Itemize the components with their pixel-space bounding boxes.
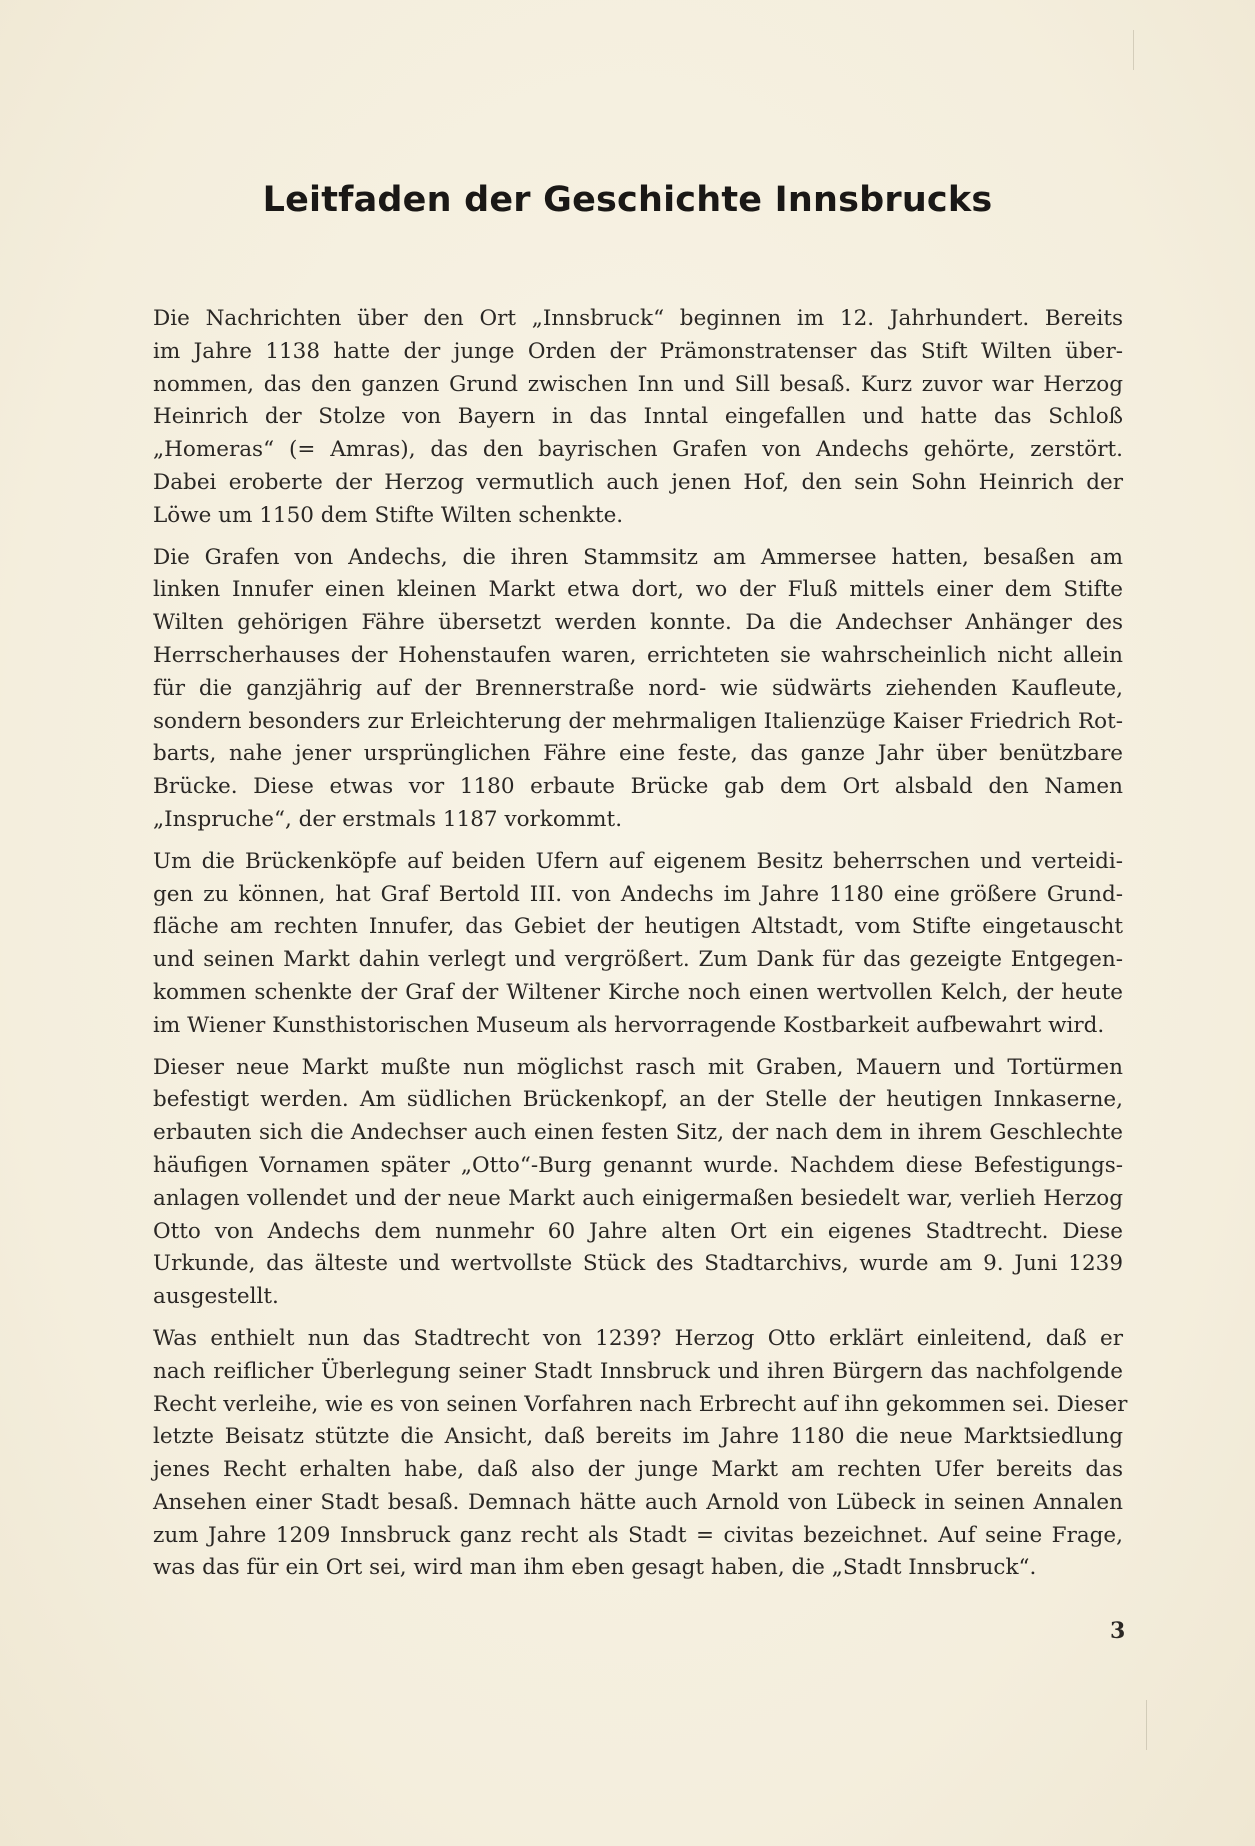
text-line: erbauten sich die Andechser auch einen festen Sitz, der nach dem in ihrem Geschlechte: [153, 1120, 1123, 1146]
text-line: fläche am rechten Innufer, das Gebiet der heutigen Altstadt, vom Stifte eingetauscht: [153, 914, 1123, 940]
text-line: im Jahre 1138 hatte der junge Orden der Prämonstratenser das Stift Wilten über-: [153, 338, 1123, 364]
text-line: Ansehen einer Stadt besaß. Demnach hätte auch Arnold von Lübeck in seinen Annalen: [153, 1489, 1123, 1515]
text-line: letzte Beisatz stützte die Ansicht, daß bereits im Jahre 1180 die neue Marktsiedlung: [153, 1424, 1123, 1450]
text-line: befestigt werden. Am südlichen Brückenkopf, an der Stelle der heutigen Innkaserne,: [153, 1087, 1123, 1113]
text-line: Herrscherhauses der Hohenstaufen waren, errichteten sie wahrscheinlich nicht allein: [153, 642, 1123, 668]
text-line: Recht verleihe, wie es von seinen Vorfahren nach Erbrecht auf ihn gekommen sei. Dieser: [153, 1391, 1128, 1417]
paragraph: [153, 1323, 1128, 1585]
edge-mark: [1146, 1700, 1147, 1750]
paragraph: [153, 542, 1123, 837]
body-text: [153, 303, 1128, 1585]
text-line: Brücke. Diese etwas vor 1180 erbaute Brücke gab dem Ort alsbald den Namen: [153, 774, 1123, 800]
text-line: für die ganzjährig auf der Brennerstraße nord- wie südwärts ziehenden Kaufleute,: [153, 675, 1123, 701]
text-line: Was enthielt nun das Stadtrecht von 1239? Herzog Otto erklärt einleitend, daß er: [153, 1325, 1123, 1351]
text-line: sondern besonders zur Erleichterung der mehrmaligen Italienzüge Kaiser Friedrich Rot-: [153, 708, 1123, 734]
text-line: Urkunde, das älteste und wertvollste Stück des Stadtarchivs, wurde am 9. Juni 1239: [153, 1251, 1123, 1277]
text-line: was das für ein Ort sei, wird man ihm eben gesagt haben, die „Stadt Innsbruck“.: [153, 1555, 1037, 1581]
page-number: 3: [1110, 1618, 1126, 1644]
paragraph: [153, 846, 1123, 1043]
text-line: Dieser neue Markt mußte nun möglichst rasch mit Graben, Mauern und Tortürmen: [153, 1054, 1123, 1080]
text-line: Die Nachrichten über den Ort „Innsbruck“ beginnen im 12. Jahrhundert. Bereits: [153, 306, 1123, 331]
text-line: nommen, das den ganzen Grund zwischen Inn und Sill besaß. Kurz zuvor war Herzog: [153, 371, 1123, 397]
paragraph: [153, 303, 1123, 533]
text-line: jenes Recht erhalten habe, daß also der junge Markt am rechten Ufer bereits das: [153, 1457, 1123, 1483]
text-line: zum Jahre 1209 Innsbruck ganz recht als Stadt = civitas bezeichnet. Auf seine Frage,: [153, 1522, 1123, 1548]
text-line: Otto von Andechs dem nunmehr 60 Jahre alten Ort ein eigenes Stadtrecht. Diese: [153, 1218, 1123, 1244]
text-line: Löwe um 1150 dem Stifte Wilten schenkte.: [153, 502, 624, 528]
text-line: häufigen Vornamen später „Otto“-Burg genannt wurde. Nachdem diese Befestigungs-: [153, 1152, 1123, 1178]
text-line: Wilten gehörigen Fähre übersetzt werden konnte. Da die Andechser Anhänger des: [153, 610, 1123, 636]
text-line: gen zu können, hat Graf Bertold III. von Andechs im Jahre 1180 eine größere Grund-: [153, 881, 1123, 907]
text-line: kommen schenkte der Graf der Wiltener Kirche noch einen wertvollen Kelch, der heute: [153, 979, 1123, 1005]
paragraph: [153, 1052, 1123, 1314]
text-line: ausgestellt.: [153, 1284, 279, 1310]
text-line: barts, nahe jener ursprünglichen Fähre eine feste, das ganze Jahr über benützbare: [153, 741, 1123, 767]
text-line: Die Grafen von Andechs, die ihren Stammsitz am Ammersee hatten, besaßen am: [153, 544, 1123, 570]
edge-mark: [1133, 30, 1134, 70]
text-line: und seinen Markt dahin verlegt und vergrößert. Zum Dank für das gezeigte Entgegen-: [153, 947, 1123, 973]
text-line: „Homeras“ (= Amras), das den bayrischen Grafen von Andechs gehörte, zerstört.: [153, 437, 1123, 463]
page-title: Leitfaden der Geschichte Innsbrucks: [262, 180, 993, 220]
text-line: nach reiflicher Überlegung seiner Stadt Innsbruck und ihren Bürgern das nachfolgende: [153, 1358, 1123, 1384]
text-line: Um die Brückenköpfe auf beiden Ufern auf eigenem Besitz beherrschen und verteidi-: [153, 848, 1123, 874]
text-line: Heinrich der Stolze von Bayern in das Inntal eingefallen und hatte das Schloß: [153, 404, 1123, 430]
text-line: im Wiener Kunsthistorischen Museum als hervorragende Kostbarkeit aufbewahrt wird.: [153, 1012, 1105, 1038]
text-line: anlagen vollendet und der neue Markt auch einigermaßen besiedelt war, verlieh Herzog: [153, 1185, 1123, 1211]
text-line: „Inspruche“, der erstmals 1187 vorkommt.: [153, 806, 623, 832]
text-line: Dabei eroberte der Herzog vermutlich auch jenen Hof, den sein Sohn Heinrich der: [153, 469, 1123, 495]
text-line: linken Innufer einen kleinen Markt etwa dort, wo der Fluß mittels einer dem Stifte: [153, 577, 1123, 603]
